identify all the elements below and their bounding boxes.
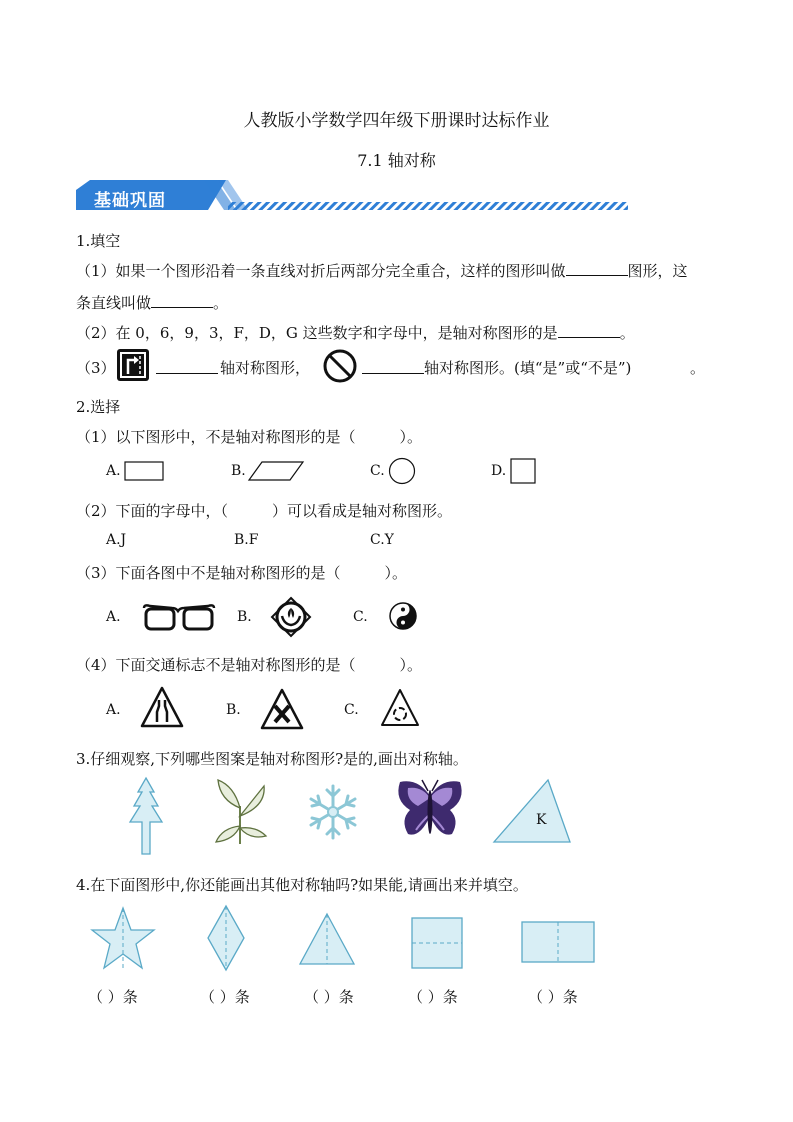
q2-s4-option-c[interactable]: C.	[344, 702, 359, 718]
q2-s2-text: （2）下面的字母中，（	[76, 502, 229, 520]
q4-answer-rectangle[interactable]: （ ）条	[528, 988, 578, 1006]
q1-heading: 1.填空	[76, 232, 121, 250]
rectangle-shape	[520, 920, 596, 964]
q2-heading: 2.选择	[76, 398, 121, 416]
q1-p3-text-d: 。	[690, 359, 706, 377]
crossroads-sign-icon	[260, 688, 304, 730]
q1-p3-label: （3）	[76, 359, 116, 377]
q1-p2-text-b: 。	[619, 324, 635, 342]
square-shape-icon	[510, 458, 536, 484]
roundabout-sign-icon	[380, 688, 420, 728]
q2-s2-option-c[interactable]: C.Y	[370, 532, 394, 548]
q1-p2-blank[interactable]	[558, 336, 620, 338]
yin-yang-icon	[388, 598, 418, 634]
q2-s2-end: ）可以看成是轴对称图形。	[272, 502, 453, 520]
q2-s3-end: ）。	[384, 564, 408, 582]
q2-s4-text: （4）下面交通标志不是轴对称图形的是（	[76, 656, 356, 674]
triangle-letter: K	[536, 812, 547, 828]
glasses-icon	[142, 602, 216, 634]
q2-s1-text: （1）以下图形中，不是轴对称图形的是（	[76, 428, 356, 446]
q1-p3-text-b: 轴对称图形，	[220, 359, 311, 377]
q1-p3-blank2[interactable]	[362, 372, 424, 374]
q1-p2	[76, 322, 635, 343]
rhombus-shape	[206, 904, 246, 972]
q2-s4-option-b[interactable]: B.	[226, 702, 241, 718]
q4-answer-square[interactable]: （ ）条	[408, 988, 458, 1006]
q4-answer-rhombus[interactable]: （ ）条	[200, 988, 250, 1006]
q4-heading: 4.在下面图形中,你还能画出其他对称轴吗?如果能,请画出来并填空。	[76, 876, 528, 894]
q1-p1-line2	[76, 292, 228, 313]
rectangle-shape-icon	[124, 460, 164, 482]
q1-p2-text-a: （2）在 0，6，9，3，F，D，G 这些数字和字母中，是轴对称图形的是	[76, 324, 558, 342]
page-title: 人教版小学数学四年级下册课时达标作业	[243, 111, 550, 131]
turn-sign-icon	[116, 348, 150, 382]
prohibition-sign-icon	[322, 348, 358, 384]
q2-s1-option-d[interactable]: D.	[491, 463, 507, 479]
q2-s2-option-a[interactable]: A.J	[106, 532, 127, 548]
q3-heading: 3.仔细观察,下列哪些图案是轴对称图形?是的,画出对称轴。	[76, 750, 468, 768]
q2-s3-option-c[interactable]: C.	[353, 609, 368, 625]
q4-answer-star[interactable]: （ ）条	[88, 988, 138, 1006]
banner-label: 基础巩固	[94, 191, 166, 211]
q1-p1-line1	[76, 260, 688, 281]
q2-s2	[76, 500, 452, 521]
q2-s3	[76, 562, 407, 583]
q2-s3-text: （3）下面各图中不是轴对称图形的是（	[76, 564, 341, 582]
leaf-cluster-icon	[212, 776, 268, 846]
q4-answer-triangle[interactable]: （ ）条	[304, 988, 354, 1006]
snowflake-icon	[306, 782, 360, 842]
q2-s4	[76, 654, 422, 675]
circle-shape-icon	[388, 457, 416, 485]
q1-p1-blank1[interactable]	[566, 274, 628, 276]
section-subtitle: 7.1 轴对称	[357, 151, 436, 170]
q1-p1-text-a: （1）如果一个图形沿着一条直线对折后两部分完全重合，这样的图形叫做	[76, 262, 566, 280]
q2-s1-option-a[interactable]: A.	[106, 463, 121, 479]
q2-s3-option-a[interactable]: A.	[106, 609, 121, 625]
parallelogram-shape-icon	[248, 460, 304, 482]
q2-s4-end: ）。	[399, 656, 423, 674]
q1-p3-blank1[interactable]	[156, 372, 218, 374]
triangle-k-shape	[492, 778, 572, 844]
equilateral-triangle-shape	[298, 912, 356, 966]
narrow-road-sign-icon	[140, 686, 184, 728]
q2-s4-option-a[interactable]: A.	[106, 702, 121, 718]
q2-s1	[76, 426, 422, 447]
q1-p1-blank2[interactable]	[151, 306, 213, 308]
q1-p1-text-d: 。	[213, 294, 229, 312]
q1-p1-text-c: 条直线叫做	[76, 294, 152, 312]
q2-s1-option-b[interactable]: B.	[231, 463, 246, 479]
q1-p1-text-b: 图形，这	[627, 262, 688, 280]
q1-p3-text-c: 轴对称图形。(填“是”或“不是”)	[424, 359, 632, 377]
q2-s2-option-b[interactable]: B.F	[234, 532, 259, 548]
square-shape	[410, 916, 464, 970]
star-shape	[90, 906, 156, 972]
pine-tree-icon	[128, 776, 164, 856]
recycle-emblem-icon	[270, 596, 312, 638]
q2-s3-option-b[interactable]: B.	[237, 609, 252, 625]
q2-s1-end: ）。	[399, 428, 423, 446]
q2-s1-option-c[interactable]: C.	[370, 463, 385, 479]
butterfly-icon	[396, 776, 464, 848]
